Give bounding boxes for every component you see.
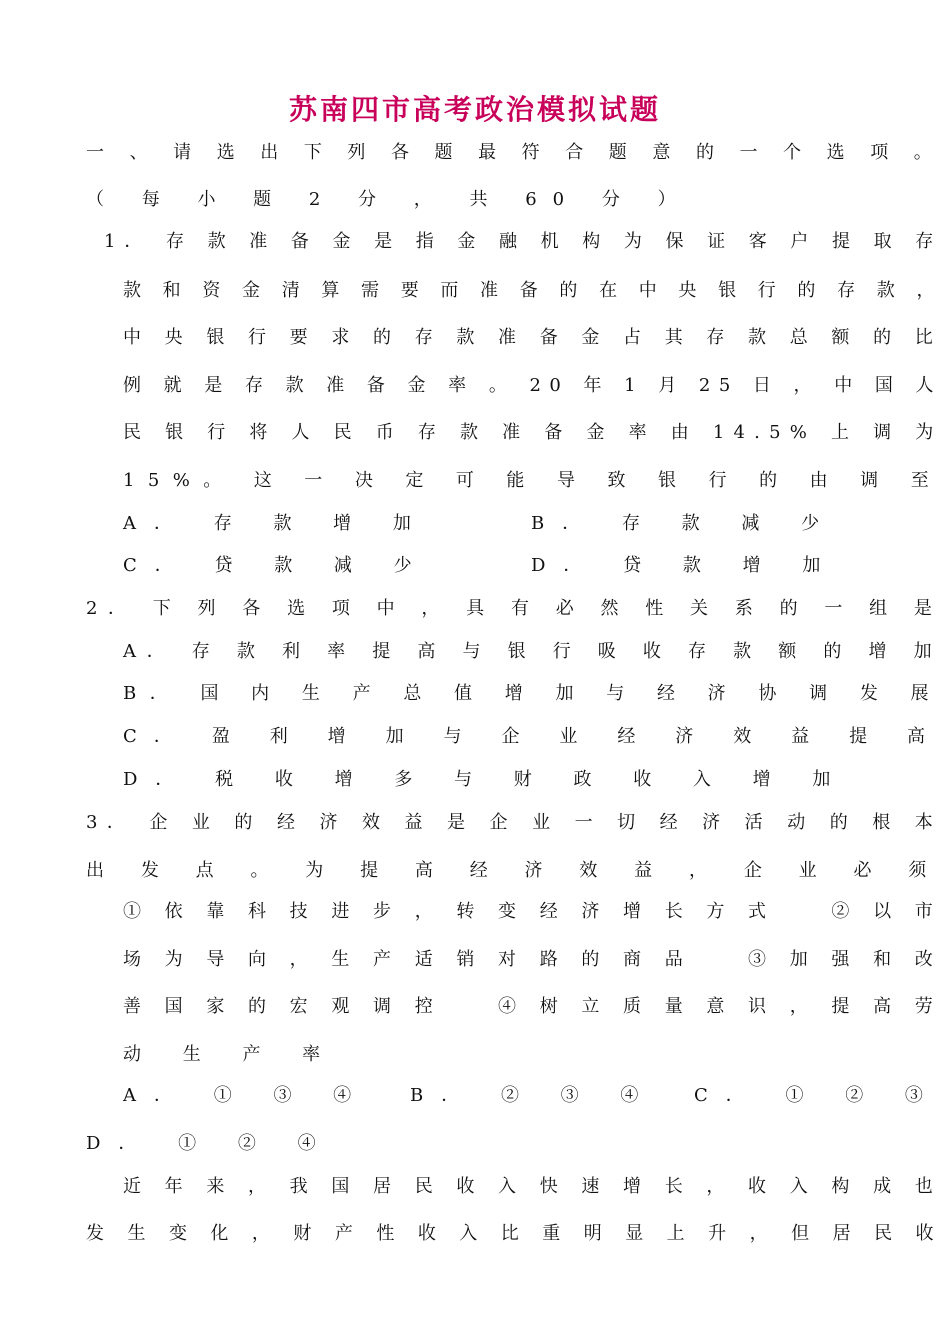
- q1-line-2: 款 和 资 金 清 算 需 要 而 准 备 的 在 中 央 银 行 的 存 款 ，: [123, 280, 943, 301]
- q3-line-3: ① 依 靠 科 技 进 步 ， 转 变 经 济 增 长 方 式 ② 以 市: [123, 901, 942, 922]
- q2-option-d: D． 税 收 增 多 与 财 政 收 入 增 加: [123, 769, 849, 790]
- q1-option-a: A． 存 款 增 加: [123, 513, 429, 534]
- q3-line-2: 出 发 点 。 为 提 高 经 济 效 益 ， 企 业 必 须: [86, 860, 942, 881]
- q1-option-c: C． 贷 款 减 少: [123, 555, 430, 576]
- q3-line-1: 3． 企 业 的 经 济 效 益 是 企 业 一 切 经 济 活 动 的 根 本: [86, 812, 943, 833]
- q4-line-1: 近 年 来 ， 我 国 居 民 收 入 快 速 增 长 ， 收 入 构 成 也: [123, 1176, 942, 1197]
- section-heading: 一 、 请 选 出 下 列 各 题 最 符 合 题 意 的 一 个 选 项 。: [86, 142, 942, 163]
- q1-option-d: D． 贷 款 增 加: [531, 555, 839, 576]
- q2-option-c: C． 盈 利 增 加 与 企 业 经 济 效 益 提 高: [123, 726, 943, 747]
- q4-line-2: 发 生 变 化 ， 财 产 性 收 入 比 重 明 显 上 升 ， 但 居 民 收: [86, 1223, 943, 1244]
- q3-option-a: A． ① ③ ④: [123, 1085, 370, 1106]
- q1-line-5: 民 银 行 将 人 民 币 存 款 准 备 金 率 由 14.5% 上 调 为: [123, 422, 943, 443]
- q1-line-1: 1． 存 款 准 备 金 是 指 金 融 机 构 为 保 证 客 户 提 取 存: [104, 231, 943, 252]
- q3-line-4: 场 为 导 向 ， 生 产 适 销 对 路 的 商 品 ③ 加 强 和 改: [123, 949, 942, 970]
- page-title: 苏南四市高考政治模拟试题: [288, 93, 661, 126]
- q1-option-b: B． 存 款 减 少: [531, 513, 838, 534]
- q2-option-a: A． 存 款 利 率 提 高 与 银 行 吸 收 存 款 额 的 增 加: [123, 641, 943, 662]
- q3-option-d: D． ① ② ④: [86, 1133, 334, 1154]
- q1-line-6: 15%。 这 一 决 定 可 能 导 致 银 行 的 由 调 至: [123, 470, 943, 491]
- q1-line-4: 例 就 是 存 款 准 备 金 率 。 20 年 1 月 25 日 ， 中 国 人: [123, 375, 942, 396]
- q1-line-3: 中 央 银 行 要 求 的 存 款 准 备 金 占 其 存 款 总 额 的 比: [123, 327, 942, 348]
- q3-line-6: 动 生 产 率: [123, 1044, 339, 1065]
- q3-option-c: C． ① ② ③: [694, 1085, 941, 1106]
- q2-option-b: B． 国 内 生 产 总 值 增 加 与 经 济 协 调 发 展: [123, 683, 943, 704]
- q3-line-5: 善 国 家 的 宏 观 调 控 ④ 树 立 质 量 意 识 ， 提 高 劳: [123, 996, 942, 1017]
- q2-stem: 2． 下 列 各 选 项 中 ， 具 有 必 然 性 关 系 的 一 组 是: [86, 598, 943, 619]
- q3-option-b: B． ② ③ ④: [410, 1085, 657, 1106]
- section-note: （ 每 小 题 2 分 ， 共 60 分 ）: [86, 189, 692, 210]
